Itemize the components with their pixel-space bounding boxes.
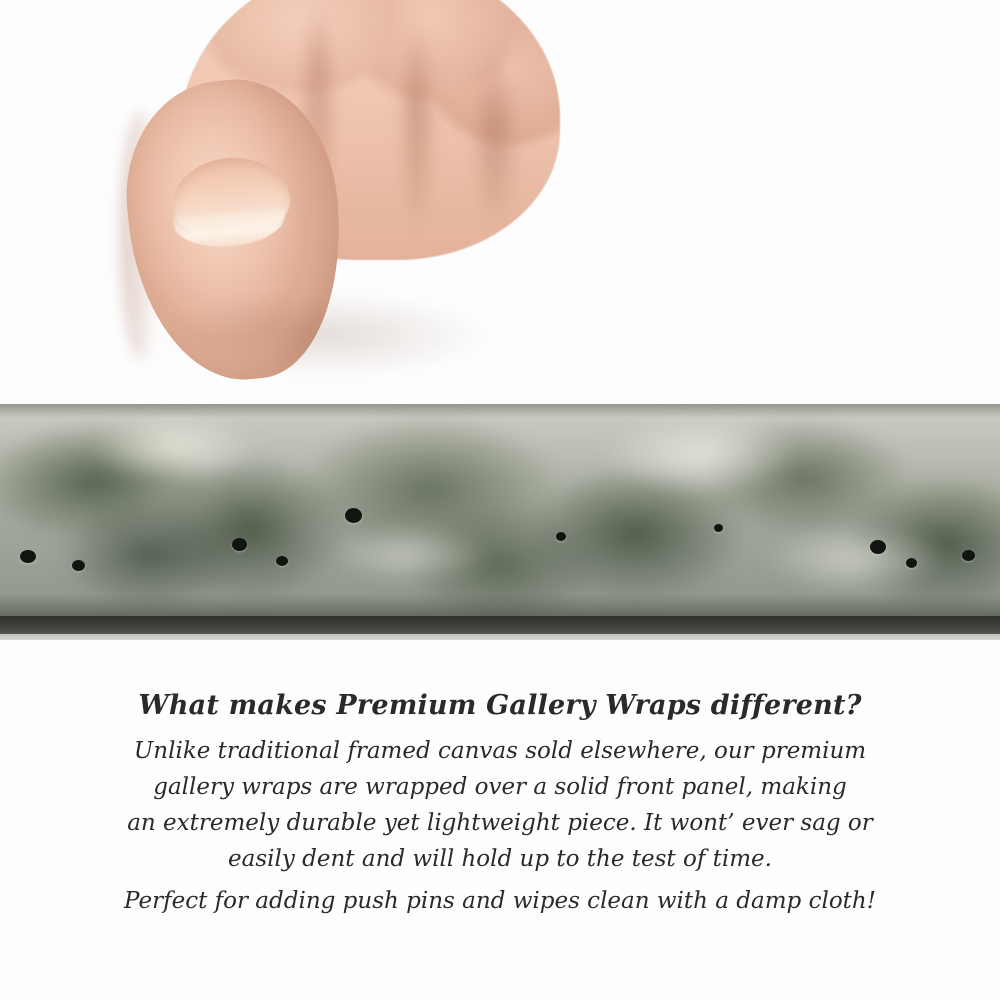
caption-line-4: easily dent and will hold up to the test of time.	[228, 846, 772, 872]
caption-line-1: Unlike traditional framed canvas sold elsewhere, our premium	[133, 738, 867, 764]
surface-hole	[714, 524, 723, 532]
surface-hole	[276, 556, 288, 566]
moss-patch	[60, 499, 240, 609]
light-patch	[600, 414, 800, 494]
surface-hole	[232, 538, 247, 551]
light-patch	[760, 524, 950, 594]
strip-top-shading	[0, 404, 1000, 418]
caption-heading: What makes Premium Gallery Wraps different?	[138, 690, 862, 721]
surface-hole	[20, 550, 36, 563]
surface-hole	[906, 558, 917, 568]
canvas-edge-strip	[0, 404, 1000, 620]
caption-line-3: an extremely durable yet lightweight piece. It wont’ ever sag or	[127, 810, 873, 836]
caption-line-2: gallery wraps are wrapped over a solid front panel, making	[153, 774, 847, 800]
finger-crease-2	[405, 20, 429, 220]
hand-shadow	[160, 290, 490, 380]
light-patch	[90, 412, 260, 482]
surface-hole	[556, 532, 566, 541]
surface-hole	[962, 550, 975, 561]
hand-photo	[120, 0, 560, 420]
finger-crease-3	[480, 50, 510, 220]
caption-closing-line: Perfect for adding push pins and wipes clean with a damp cloth!	[124, 888, 876, 914]
light-patch	[330, 524, 490, 584]
surface-hole	[345, 508, 362, 523]
surface-hole	[870, 540, 886, 554]
caption-block	[0, 690, 1000, 919]
panel-dark-edge	[0, 616, 1000, 634]
panel-drop-shadow	[0, 634, 1000, 640]
surface-hole	[72, 560, 85, 571]
